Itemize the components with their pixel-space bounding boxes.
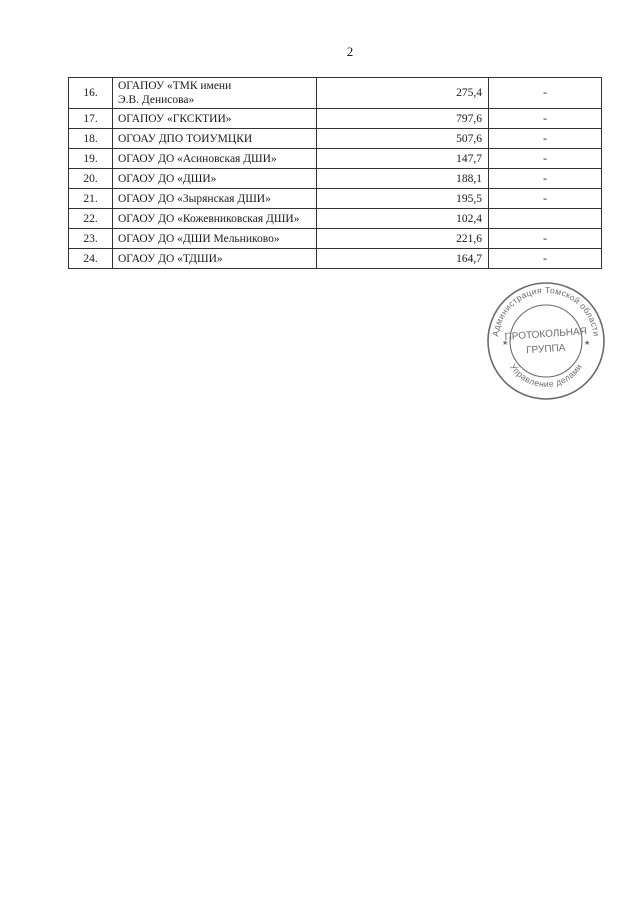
organization-name: ОГАОУ ДО «ДШИ» [113, 169, 317, 189]
extra-value: - [489, 249, 602, 269]
row-number: 20. [69, 169, 113, 189]
row-number: 18. [69, 129, 113, 149]
amount-value: 188,1 [317, 169, 489, 189]
row-number: 19. [69, 149, 113, 169]
table-row [69, 78, 602, 109]
row-number: 23. [69, 229, 113, 249]
table-row [69, 189, 602, 209]
organization-name: ОГОАУ ДПО ТОИУМЦКИ [113, 129, 317, 149]
stamp-inner-line1: ПРОТОКОЛЬНАЯ [504, 326, 588, 343]
organization-name: ОГАОУ ДО «Кожевниковская ДШИ» [113, 209, 317, 229]
row-number: 21. [69, 189, 113, 209]
amount-value: 147,7 [317, 149, 489, 169]
amount-value: 195,5 [317, 189, 489, 209]
stamp-star-right-icon: ★ [584, 340, 591, 347]
table-row [69, 129, 602, 149]
amount-value: 507,6 [317, 129, 489, 149]
table-row [69, 149, 602, 169]
organization-name [113, 78, 317, 109]
table-row [69, 109, 602, 129]
organization-name: ОГАПОУ «ГКСКТИИ» [113, 109, 317, 129]
amount-value: 797,6 [317, 109, 489, 129]
page-number: 2 [346, 44, 354, 59]
stamp-star-left-icon: ★ [502, 340, 509, 347]
amount-value: 102,4 [317, 209, 489, 229]
stamp-top-text: Администрация Томской области [490, 284, 602, 338]
extra-value [489, 209, 602, 229]
row-number: 17. [69, 109, 113, 129]
amount-value: 164,7 [317, 249, 489, 269]
table-body [69, 78, 602, 269]
row-number: 24. [69, 249, 113, 269]
organization-name: ОГАОУ ДО «ДШИ Мельниково» [113, 229, 317, 249]
table-row [69, 249, 602, 269]
organization-name-line1: ОГАПОУ «ТМК имени [118, 80, 232, 92]
table-row [69, 229, 602, 249]
extra-value: - [489, 129, 602, 149]
stamp-inner-line2: ГРУППА [525, 342, 566, 357]
organization-name-line2: Э.В. Денисова» [118, 94, 195, 106]
protocol-group-stamp [486, 281, 606, 401]
extra-value: - [489, 149, 602, 169]
amount-value: 275,4 [317, 78, 489, 109]
organization-name: ОГАОУ ДО «Асиновская ДШИ» [113, 149, 317, 169]
amount-value: 221,6 [317, 229, 489, 249]
row-number: 22. [69, 209, 113, 229]
stamp-bottom-text: Управление делами [508, 361, 584, 390]
extra-value: - [489, 109, 602, 129]
extra-value: - [489, 78, 602, 109]
organization-name: ОГАОУ ДО «Зырянская ДШИ» [113, 189, 317, 209]
table-row [69, 169, 602, 189]
extra-value: - [489, 169, 602, 189]
extra-value: - [489, 229, 602, 249]
extra-value: - [489, 189, 602, 209]
table-row [69, 209, 602, 229]
row-number: 16. [69, 78, 113, 109]
allocation-table [68, 77, 602, 269]
organization-name: ОГАОУ ДО «ТДШИ» [113, 249, 317, 269]
